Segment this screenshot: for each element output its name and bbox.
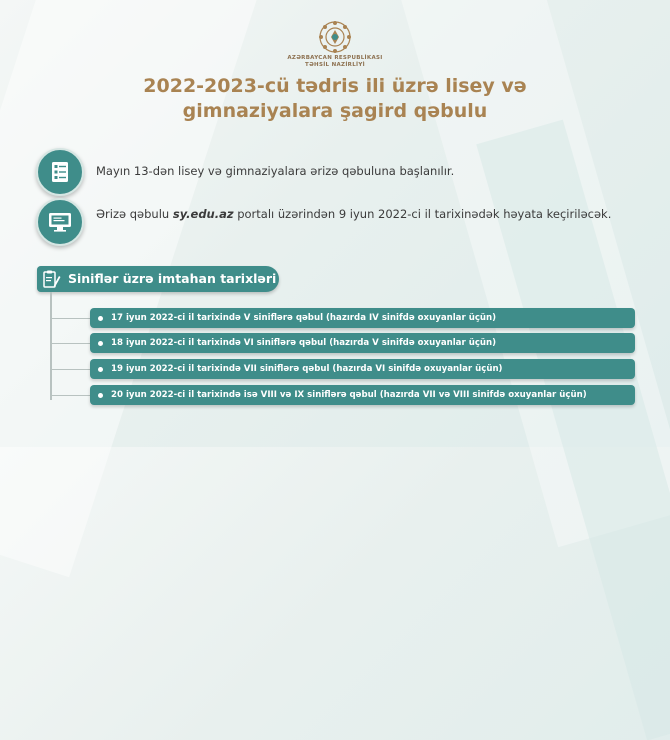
- info-text-application-start: Mayın 13-dən lisey və gimnaziyalara ərizə qəbuluna başlanılır.: [96, 164, 455, 178]
- exam-date-item: [90, 359, 635, 379]
- clipboard-pencil-icon: [41, 269, 61, 289]
- bullet-icon: [98, 367, 103, 372]
- tree-branch: [51, 318, 90, 319]
- ministry-name-line1: AZƏRBAYCAN RESPUBLİKASI: [287, 55, 383, 61]
- bullet-icon: [98, 393, 103, 398]
- exam-date-text: 17 iyun 2022-ci il tarixində V siniflərə qəbul (hazırda IV sinifdə oxuyanlar üçün): [111, 313, 497, 323]
- tree-branch: [51, 343, 90, 344]
- exam-dates-heading: Siniflər üzrə imtahan tarixləri: [68, 271, 277, 286]
- exam-date-item: [90, 333, 635, 353]
- computer-form-icon: [36, 198, 84, 246]
- exam-date-item: [90, 385, 635, 405]
- tree-branch: [51, 395, 90, 396]
- exam-date-text: 20 iyun 2022-ci il tarixində isə VIII və IX siniflərə qəbul (hazırda VII və VIII sinifdə oxuyanlar üçün): [111, 390, 587, 400]
- bullet-icon: [98, 341, 103, 346]
- info-text-portal-before: Ərizə qəbulu: [96, 207, 173, 221]
- exam-date-text: 19 iyun 2022-ci il tarixində VII siniflərə qəbul (hazırda VI sinifdə oxuyanlar üçün): [111, 364, 503, 374]
- exam-date-item: [90, 308, 635, 328]
- ministry-emblem-icon: [318, 20, 352, 54]
- info-text-portal: [96, 205, 616, 223]
- page-title-line1: 2022-2023-cü tədris ili üzrə lisey və: [143, 75, 527, 97]
- portal-link[interactable]: sy.edu.az: [172, 207, 234, 221]
- page-title-line2: gimnaziyalara şagird qəbulu: [182, 100, 488, 122]
- tree-branch: [51, 369, 90, 370]
- tree-connector: [50, 292, 52, 400]
- form-checklist-icon: [36, 148, 84, 196]
- bullet-icon: [98, 316, 103, 321]
- ministry-name-line2: TƏHSİL NAZİRLİYİ: [305, 62, 365, 68]
- info-text-portal-after: portalı üzərindən 9 iyun 2022-ci il tarixinədək həyata keçiriləcək.: [233, 207, 612, 221]
- exam-date-text: 18 iyun 2022-ci il tarixində VI siniflərə qəbul (hazırda V sinifdə oxuyanlar üçün): [111, 338, 497, 348]
